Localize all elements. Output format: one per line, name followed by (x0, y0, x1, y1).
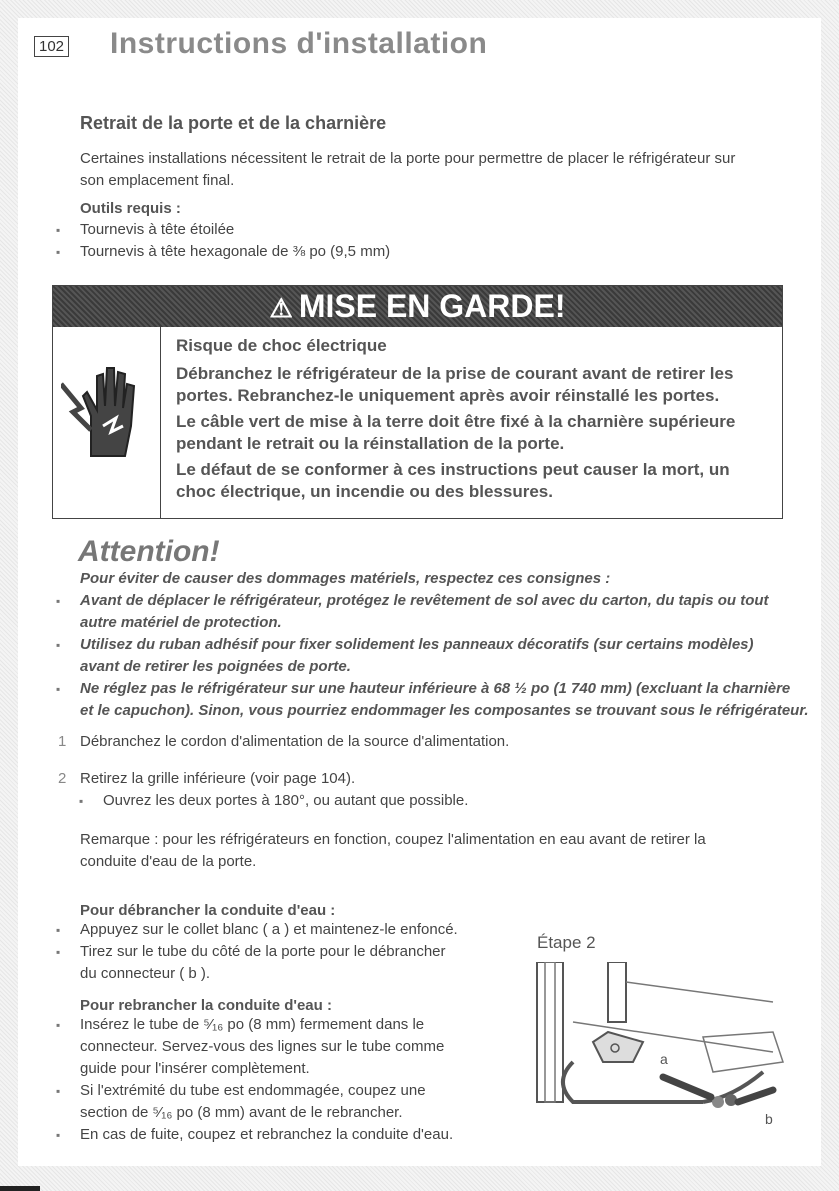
label-b: b (765, 1111, 773, 1127)
attention-intro: Pour éviter de causer des dommages matériels, respectez ces consignes : (80, 570, 611, 587)
step-1: Débranchez le cordon d'alimentation de la source d'alimentation. (80, 733, 510, 750)
warning-title: MISE EN GARDE! (298, 288, 566, 324)
electric-shock-hand-icon (61, 356, 153, 466)
step-number: 2 (58, 770, 67, 787)
reconnect-heading: Pour rebrancher la conduite d'eau : (80, 997, 332, 1014)
intro-line-1: Certaines installations nécessitent le retrait de la porte pour permettre de placer le réfrigérateur sur (80, 150, 736, 167)
warning-line: Le câble vert de mise à la terre doit être fixé à la charnière supérieure (176, 412, 736, 431)
intro-line-2: son emplacement final. (80, 172, 235, 189)
warning-line: Débranchez le réfrigérateur de la prise de courant avant de retirer les (176, 364, 734, 383)
step-2: Retirez la grille inférieure (voir page 104). (80, 770, 356, 787)
attention-item: ▪ Ne réglez pas le réfrigérateur sur une hauteur inférieure à 68 ½ po (1 740 mm) (excluant la charnière (80, 678, 790, 700)
reconnect-item: ▪ Insérez le tube de ⁵⁄₁₆ po (8 mm) fermement dans le (80, 1014, 424, 1036)
figure-caption: Étape 2 (537, 933, 596, 952)
label-a: a (660, 1051, 668, 1067)
note-line-1: Remarque : pour les réfrigérateurs en fonction, coupez l'alimentation en eau avant de retirer la (80, 831, 706, 848)
attention-item-cont: avant de retirer les poignées de porte. (80, 658, 351, 675)
reconnect-item: ▪ Si l'extrémité du tube est endommagée, coupez une (80, 1080, 426, 1102)
warning-triangle-icon: ⚠ (269, 293, 293, 323)
step-2-subitem: ▪ Ouvrez les deux portes à 180°, ou autant que possible. (103, 790, 468, 812)
attention-item: ▪ Utilisez du ruban adhésif pour fixer solidement les panneaux décoratifs (sur certains modèles) (80, 634, 754, 656)
attention-item-cont: et le capuchon). Sinon, vous pourriez endommager les composantes se trouvant sous le réfrigérateur. (80, 702, 809, 719)
warning-divider (160, 327, 161, 518)
reconnect-item-cont: connecteur. Servez-vous des lignes sur le tube comme (80, 1038, 445, 1055)
tools-heading: Outils requis : (80, 200, 181, 217)
attention-item-cont: autre matériel de protection. (80, 614, 282, 631)
disconnect-item: ▪ Appuyez sur le collet blanc ( a ) et maintenez-le enfoncé. (80, 919, 458, 941)
section-heading: Retrait de la porte et de la charnière (80, 113, 387, 133)
attention-item: ▪ Avant de déplacer le réfrigérateur, protégez le revêtement de sol avec du carton, du tapis ou tout (80, 590, 769, 612)
note-line-2: conduite d'eau de la porte. (80, 853, 257, 870)
page-title: Instructions d'installation (110, 27, 488, 60)
warning-line: pendant le retrait ou la réinstallation de la porte. (176, 434, 565, 453)
step-number: 1 (58, 733, 67, 750)
water-line-diagram (533, 962, 791, 1132)
warning-line: Le défaut de se conformer à ces instructions peut causer la mort, un (176, 460, 730, 479)
warning-line: portes. Rebranchez-le uniquement après avoir réinstallé les portes. (176, 386, 720, 405)
disconnect-item-cont: du connecteur ( b ). (80, 965, 211, 982)
reconnect-item-cont: section de ⁵⁄₁₆ po (8 mm) avant de le rebrancher. (80, 1104, 403, 1121)
page-number: 102 (34, 36, 69, 57)
reconnect-item: ▪ En cas de fuite, coupez et rebranchez la conduite d'eau. (80, 1124, 453, 1146)
attention-title: Attention! (78, 535, 220, 568)
reconnect-item-cont: guide pour l'insérer complètement. (80, 1060, 310, 1077)
warning-banner (53, 286, 782, 327)
warning-line: choc électrique, un incendie ou des blessures. (176, 482, 553, 501)
tool-item: ▪ Tournevis à tête étoilée (80, 219, 234, 241)
warning-line: Risque de choc électrique (176, 336, 387, 355)
warning-box (52, 285, 783, 519)
disconnect-item: ▪ Tirez sur le tube du côté de la porte pour le débrancher (80, 941, 446, 963)
footer-bar (0, 1186, 40, 1191)
tool-item: ▪ Tournevis à tête hexagonale de ⅜ po (9,5 mm) (80, 241, 390, 263)
disconnect-heading: Pour débrancher la conduite d'eau : (80, 902, 336, 919)
